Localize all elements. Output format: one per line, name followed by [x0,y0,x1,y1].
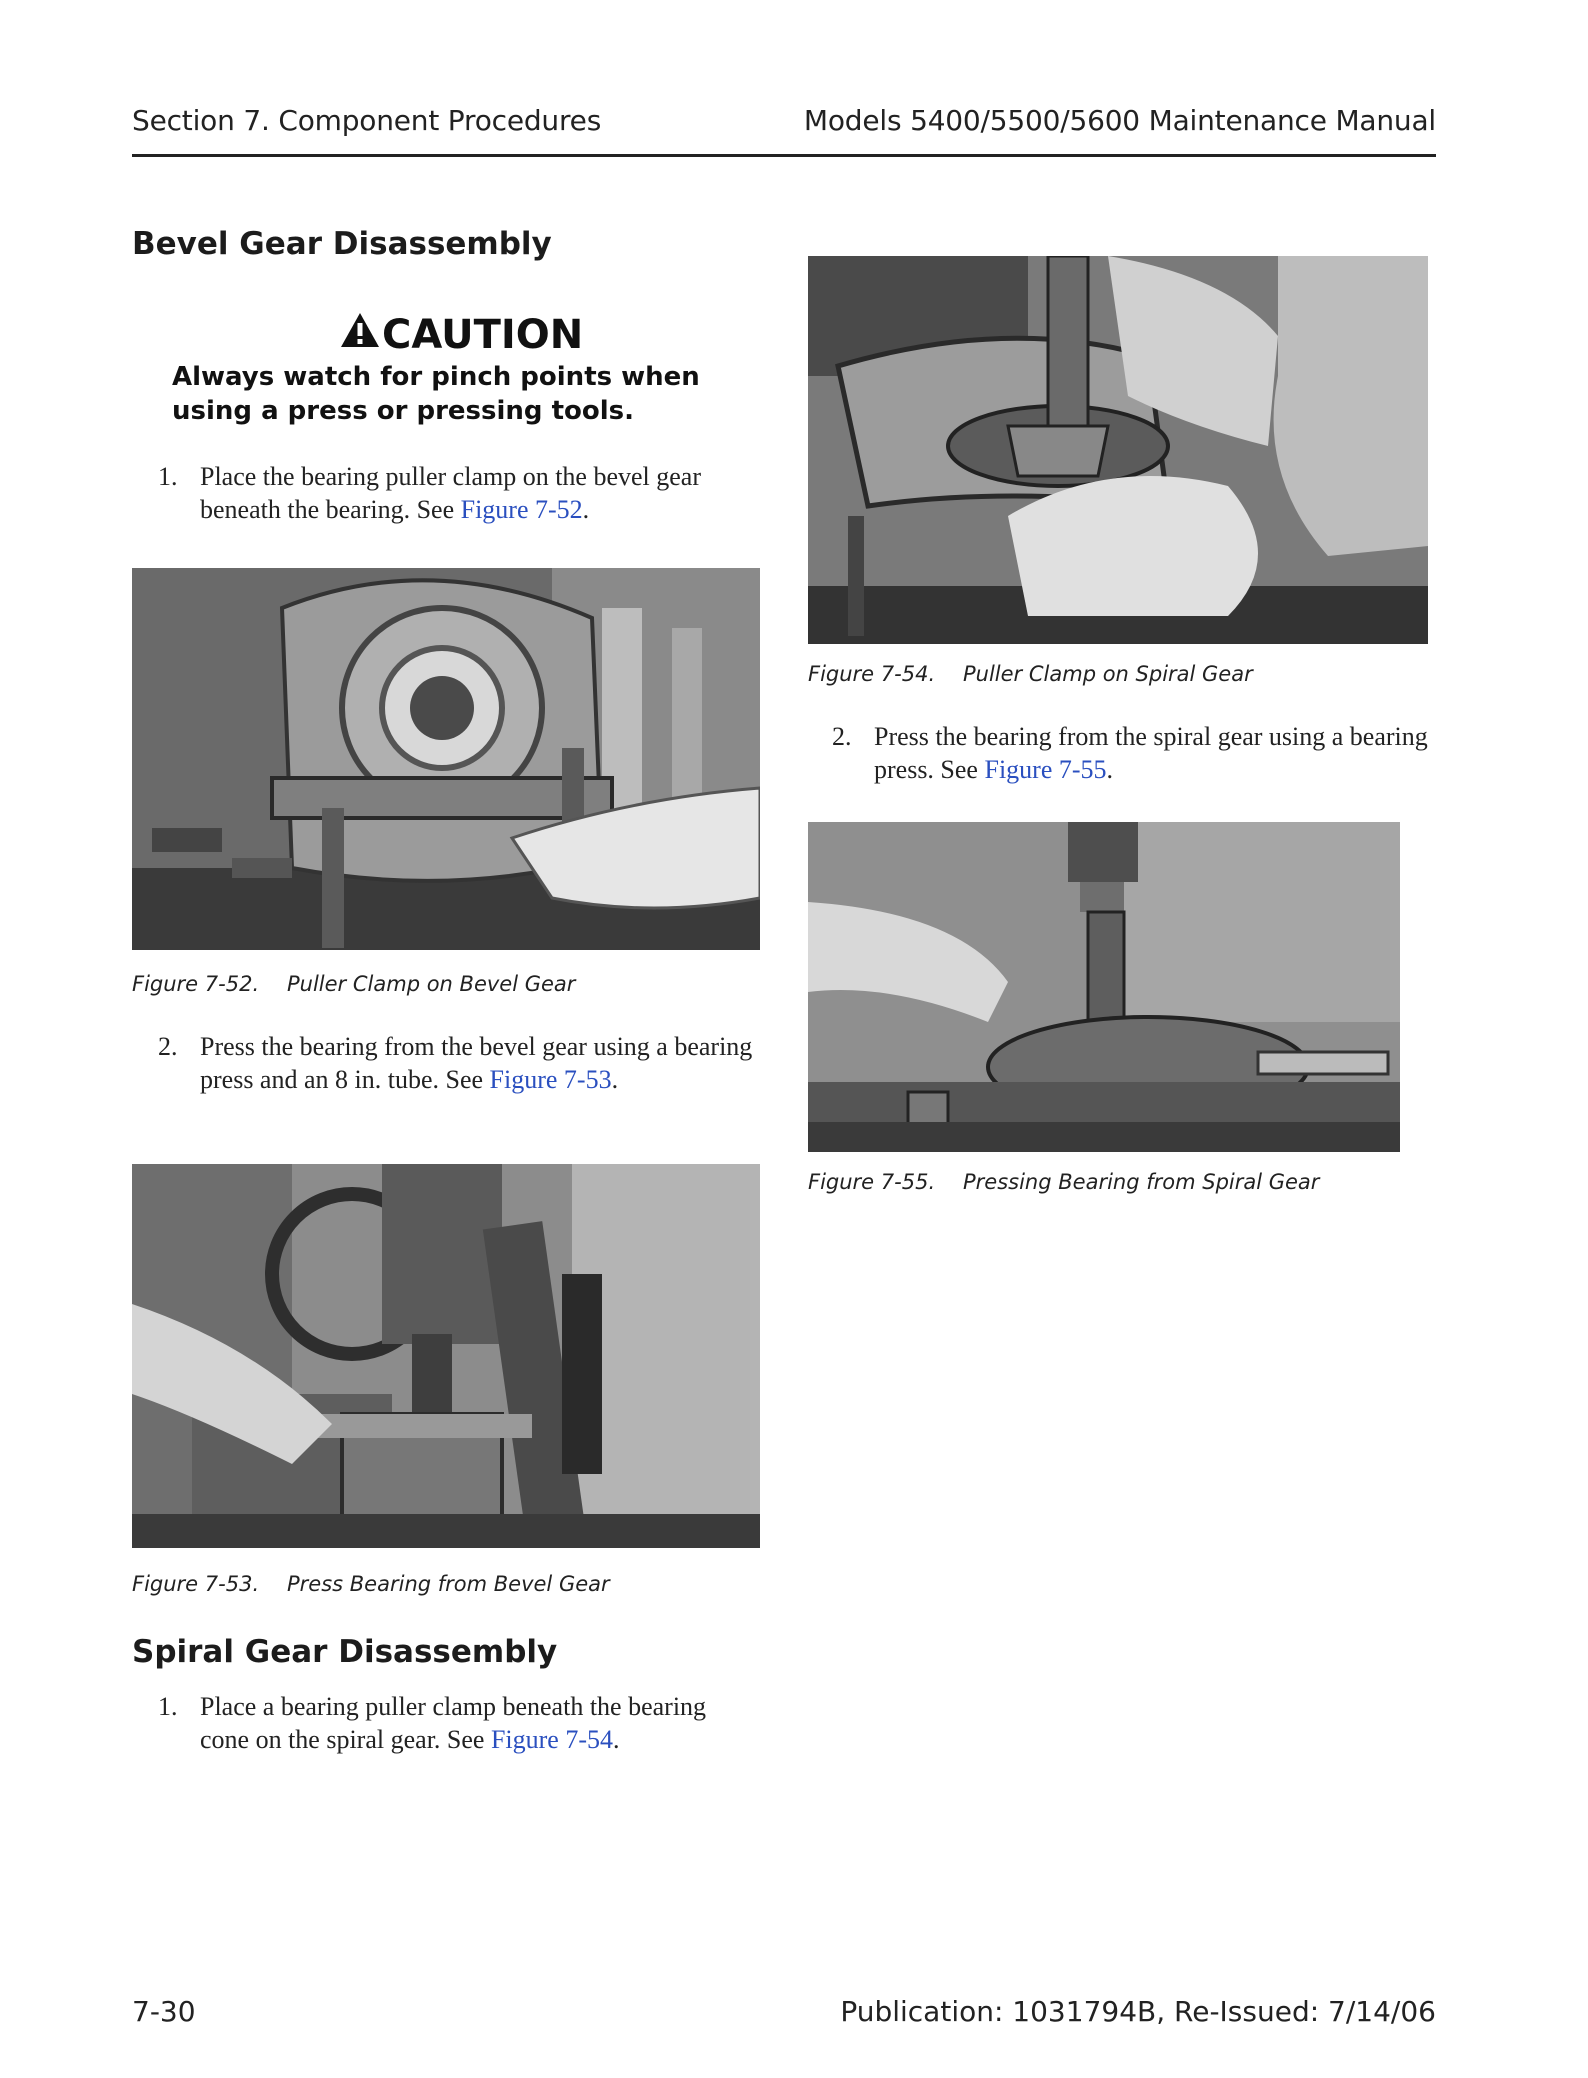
caution-title [340,312,583,358]
section-heading-spiral: Spiral Gear Disassembly [132,1634,558,1670]
step-text: Press the bearing from the bevel gear using a bearing press and an 8 in. tube. See Figure 7-53. [200,1032,753,1094]
spiral-step-2 [832,720,1432,790]
figure-number: Figure 7-53. [132,1572,260,1596]
step-number: 2. [158,1032,178,1061]
step-number: 2. [832,722,852,751]
figure-title: Pressing Bearing from Spiral Gear [963,1170,1320,1194]
figure-7-53-photo [132,1164,760,1548]
page-number: 7-30 [132,1995,196,2028]
figure-7-55-caption [808,1170,1319,1194]
figure-title: Puller Clamp on Bevel Gear [287,972,576,996]
publication-info: Publication: 1031794B, Re-Issued: 7/14/06 [840,1995,1436,2028]
bevel-step-2 [158,1030,758,1134]
figure-title: Press Bearing from Bevel Gear [287,1572,610,1596]
step-text: Place a bearing puller clamp beneath the bearing cone on the spiral gear. See Figure 7-54. [200,1692,707,1754]
caution-label: CAUTION [382,312,584,358]
figure-link-7-55[interactable]: Figure 7-55 [984,755,1107,784]
figure-title: Puller Clamp on Spiral Gear [963,662,1253,686]
step-text: Press the bearing from the spiral gear using a bearing press. See Figure 7-55. [874,722,1428,784]
running-header-left: Section 7. Component Procedures [132,104,602,137]
figure-link-7-54[interactable]: Figure 7-54 [490,1725,613,1754]
header-rule [132,154,1436,157]
step-text: Place the bearing puller clamp on the bevel gear beneath the bearing. See Figure 7-52. [200,462,702,524]
running-header-right: Models 5400/5500/5600 Maintenance Manual [803,104,1436,137]
spiral-step-1 [158,1690,758,1794]
figure-number: Figure 7-52. [132,972,260,996]
step-number: 1. [158,1692,178,1721]
caution-message [172,360,732,428]
step-number: 1. [158,462,178,491]
figure-7-55-photo [808,822,1400,1152]
figure-number: Figure 7-54. [808,662,936,686]
figure-link-7-52[interactable]: Figure 7-52 [460,495,583,524]
figure-7-52-photo [132,568,760,950]
bevel-step-1 [158,460,758,530]
figure-link-7-53[interactable]: Figure 7-53 [489,1065,612,1094]
figure-7-54-photo [808,256,1428,644]
warning-triangle-icon [340,312,380,358]
caution-line-1: Always watch for pinch points when [172,362,700,392]
caution-line-2: using a press or pressing tools. [172,396,634,426]
figure-7-52-caption [132,972,575,996]
figure-number: Figure 7-55. [808,1170,936,1194]
section-heading-bevel: Bevel Gear Disassembly [132,226,552,262]
figure-7-53-caption [132,1572,610,1596]
figure-7-54-caption [808,662,1253,686]
